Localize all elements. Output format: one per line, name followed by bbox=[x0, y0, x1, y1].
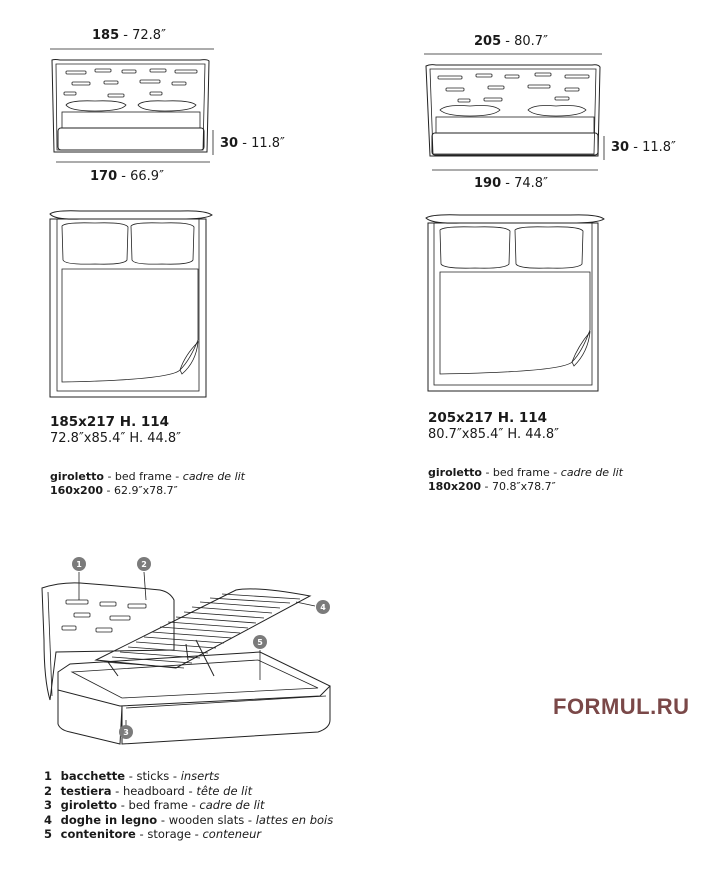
right-bed-top-view bbox=[426, 215, 604, 391]
left-pillow-a bbox=[66, 101, 126, 111]
right-frame-size-cm: 180x200 bbox=[428, 480, 482, 493]
legend-2-sep-1: - bbox=[115, 783, 120, 798]
right-frame-en: bed frame bbox=[492, 466, 550, 479]
legend-5-sep-2: - bbox=[194, 827, 199, 841]
callout-leaders bbox=[79, 572, 315, 726]
right-frame-sep-2: - bbox=[553, 466, 558, 479]
left-top-duvet bbox=[62, 269, 198, 382]
right-height-cm: 30 bbox=[611, 140, 630, 155]
left-top-pillow-b bbox=[131, 223, 194, 264]
left-frame-fr: cadre de lit bbox=[182, 470, 245, 483]
right-bed-outline bbox=[428, 223, 598, 391]
left-bed-outline bbox=[50, 219, 206, 397]
legend-item-3 bbox=[44, 798, 333, 813]
left-pillow-b bbox=[138, 101, 196, 111]
right-frame-sep-1: - bbox=[485, 466, 490, 479]
right-frame-line bbox=[428, 466, 623, 479]
legend-1-num: 1 bbox=[44, 769, 53, 783]
right-pillow-b bbox=[528, 106, 586, 117]
legend-4-sep-2: - bbox=[247, 812, 253, 827]
legend-1-en: sticks bbox=[136, 769, 170, 783]
legend-2-num: 2 bbox=[44, 783, 53, 798]
right-size-imperial: 80.7″x85.4″ H. 44.8″ bbox=[428, 427, 560, 442]
legend-5-sep-1: - bbox=[139, 827, 144, 841]
legend-3-it: giroletto bbox=[60, 798, 118, 812]
left-size-imperial: 72.8″x85.4″ H. 44.8″ bbox=[50, 431, 182, 446]
callout-3-label: 3 bbox=[123, 728, 129, 737]
legend-2-it: testiera bbox=[60, 783, 112, 798]
left-size-title: 185x217 H. 114 bbox=[50, 414, 170, 430]
legend-item-1 bbox=[44, 769, 333, 784]
legend-1-sep-2: - bbox=[172, 769, 178, 783]
left-frame-en: bed frame bbox=[114, 470, 172, 483]
legend-5-en: storage bbox=[147, 827, 192, 841]
left-bottom-width-label bbox=[90, 169, 164, 184]
right-frame-it: giroletto bbox=[428, 466, 482, 479]
left-mattress bbox=[62, 112, 200, 128]
right-bottom-width-label bbox=[474, 176, 548, 191]
right-mattress bbox=[436, 117, 594, 133]
right-headboard-top bbox=[426, 215, 604, 223]
legend-5-it: contenitore bbox=[60, 827, 136, 841]
right-bed-front-view bbox=[424, 54, 604, 170]
storage-bed-perspective bbox=[42, 583, 330, 744]
left-height-cm: 30 bbox=[220, 136, 239, 151]
left-height-sep: - bbox=[242, 136, 247, 151]
legend-3-num: 3 bbox=[44, 798, 53, 812]
left-top-width-cm: 185 bbox=[92, 28, 120, 43]
legend-5-num: 5 bbox=[44, 827, 53, 841]
legend-4-fr: lattes en bois bbox=[255, 812, 334, 827]
legend-3-en: bed frame bbox=[128, 798, 188, 812]
right-headboard-sticks bbox=[438, 73, 589, 102]
legend-item-2 bbox=[44, 784, 333, 799]
left-bottom-width-in: 66.9″ bbox=[130, 169, 164, 184]
left-frame-sep-1: - bbox=[107, 470, 112, 483]
legend-item-4 bbox=[44, 813, 333, 828]
right-height-sep: - bbox=[633, 140, 638, 155]
right-frame-size-sep: - bbox=[484, 480, 489, 493]
legend-2-sep-2: - bbox=[188, 783, 193, 798]
legend-4-en: wooden slats bbox=[168, 812, 245, 827]
left-headboard-top bbox=[50, 211, 212, 219]
right-height-in: 11.8″ bbox=[642, 140, 676, 155]
left-bottom-width-cm: 170 bbox=[90, 169, 118, 184]
perspective-storage-interior bbox=[72, 660, 318, 698]
right-top-width-sep: - bbox=[505, 34, 510, 49]
left-frame-size-in: 62.9″x78.7″ bbox=[114, 484, 178, 497]
legend-3-sep-2: - bbox=[191, 798, 196, 812]
legend-1-sep-1: - bbox=[128, 769, 133, 783]
legend-item-5 bbox=[44, 827, 333, 842]
right-bottom-width-sep: - bbox=[505, 176, 510, 191]
right-pillow-a bbox=[440, 106, 500, 117]
right-top-width-cm: 205 bbox=[474, 34, 502, 49]
legend-2-en: headboard bbox=[122, 783, 185, 798]
legend-1-fr: inserts bbox=[180, 769, 220, 783]
legend-3-sep-1: - bbox=[120, 798, 125, 812]
perspective-frame-front bbox=[122, 686, 330, 744]
legend-4-it: doghe in legno bbox=[60, 812, 158, 827]
left-frame-size-cm: 160x200 bbox=[50, 484, 104, 497]
left-top-width-sep: - bbox=[123, 28, 128, 43]
right-top-duvet bbox=[440, 272, 590, 374]
legend-3-fr: cadre de lit bbox=[199, 798, 265, 812]
left-bed-front-view bbox=[50, 49, 214, 162]
right-top-width-label bbox=[474, 34, 548, 49]
callout-markers bbox=[72, 557, 330, 739]
callout-2-label: 2 bbox=[141, 560, 147, 569]
left-top-pillow-a bbox=[62, 223, 128, 264]
right-top-pillow-b bbox=[515, 227, 583, 268]
callout-5-label: 5 bbox=[257, 638, 263, 647]
left-bed-frame bbox=[58, 128, 204, 150]
legend-5-fr: conteneur bbox=[202, 827, 262, 841]
right-bottom-width-in: 74.8″ bbox=[514, 176, 548, 191]
legend-1-it: bacchette bbox=[60, 769, 126, 783]
left-frame-line bbox=[50, 470, 245, 483]
left-bottom-width-sep: - bbox=[121, 169, 126, 184]
left-headboard-sticks bbox=[64, 69, 197, 97]
right-top-width-in: 80.7″ bbox=[514, 34, 548, 49]
left-height-label bbox=[220, 136, 285, 151]
right-frame-fr: cadre de lit bbox=[560, 466, 623, 479]
left-top-width-in: 72.8″ bbox=[132, 28, 166, 43]
right-height-label bbox=[611, 140, 676, 155]
callout-1-label: 1 bbox=[76, 560, 82, 569]
legend-4-sep-1: - bbox=[160, 812, 166, 827]
brand-watermark: FORMUL.RU bbox=[553, 694, 690, 719]
left-frame-size-sep: - bbox=[106, 484, 111, 497]
left-frame-sep-2: - bbox=[175, 470, 180, 483]
right-size-title: 205x217 H. 114 bbox=[428, 410, 548, 426]
right-frame-size-in: 70.8″x78.7″ bbox=[492, 480, 556, 493]
left-frame-size-line bbox=[50, 484, 178, 497]
perspective-sticks bbox=[62, 600, 146, 632]
parts-legend bbox=[44, 769, 333, 842]
perspective-slat-frame bbox=[96, 589, 310, 668]
left-bed-top-view bbox=[50, 211, 212, 397]
left-top-width-label bbox=[92, 28, 166, 43]
legend-4-num: 4 bbox=[44, 812, 53, 827]
right-bottom-width-cm: 190 bbox=[474, 176, 502, 191]
left-frame-it: giroletto bbox=[50, 470, 104, 483]
right-bed-frame bbox=[432, 133, 598, 155]
right-top-pillow-a bbox=[440, 227, 510, 268]
perspective-headboard bbox=[42, 583, 174, 700]
left-height-in: 11.8″ bbox=[251, 136, 285, 151]
legend-2-fr: tête de lit bbox=[196, 783, 253, 798]
right-frame-size-line bbox=[428, 480, 556, 493]
callout-4-label: 4 bbox=[320, 603, 326, 612]
